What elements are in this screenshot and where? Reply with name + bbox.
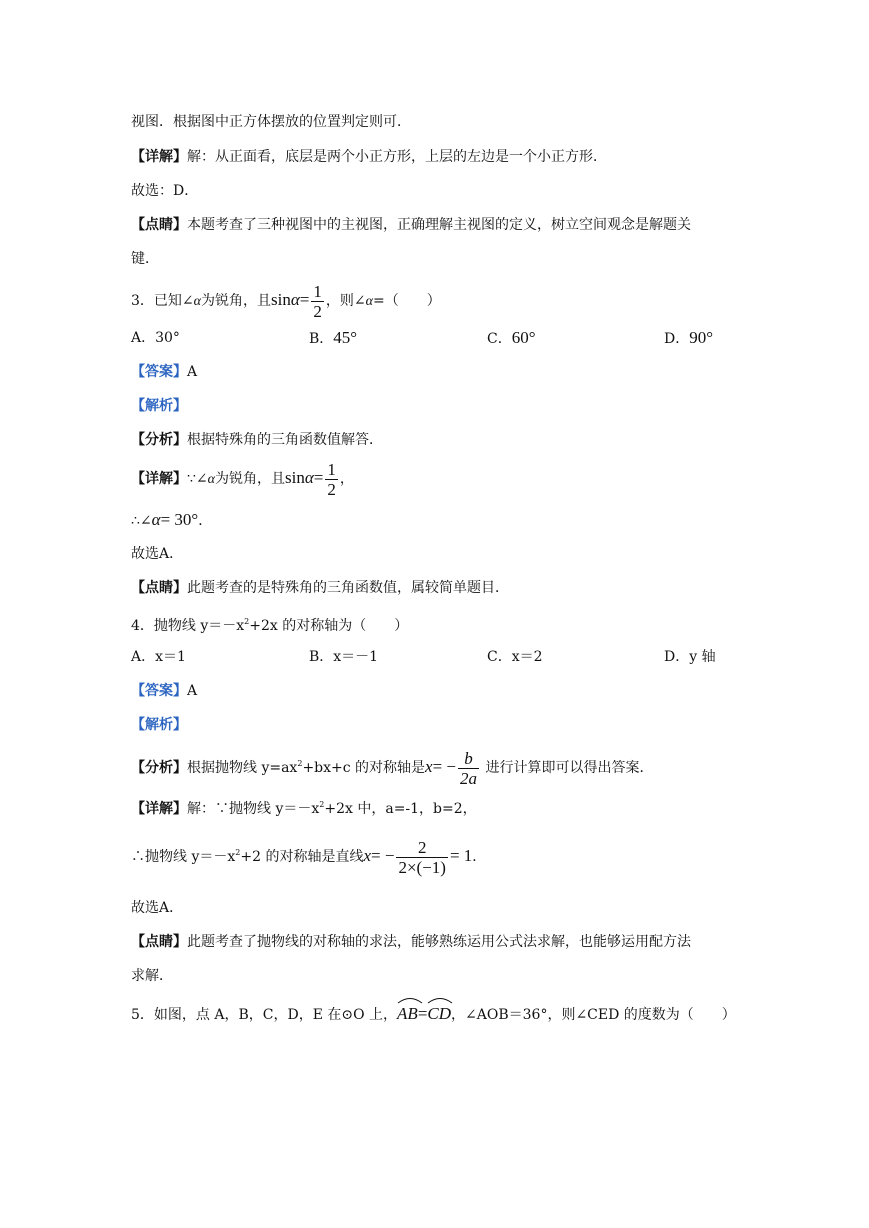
option-c: C．60° [487, 328, 536, 347]
comment-line-2: 键． [131, 251, 159, 267]
comment-line-2: 求解． [131, 968, 173, 984]
question-4-stem: 4．抛物线 $y=-x^2+2x$ 的对称轴为（ ） [131, 617, 409, 634]
answer-line: 【答案】A [131, 683, 198, 699]
choice-line: 故选：D． [131, 183, 199, 199]
detail-line: 【详解】解：∵抛物线 $y=-x^2+2x$ 中，a=-1，b=2， [131, 800, 477, 817]
question-3-options [131, 328, 731, 350]
arc-mark-icon [427, 996, 453, 1004]
arc-mark-icon [397, 996, 423, 1004]
detail-line: 【详解】∵∠α为锐角，且sinα= $\frac{1}{2}$ ， [131, 459, 354, 499]
option-d: D．90° [664, 328, 714, 347]
choice-line: 故选A． [131, 546, 184, 562]
arc-cd: CD [427, 1004, 451, 1024]
question-3-stem: 3．已知∠α为锐角，且sinα= $\frac{1}{2}$ ，则∠α=（ ） [131, 281, 441, 321]
conclusion-line: ∴∠α= 30°． [131, 510, 213, 529]
question-5-stem: 5．如图，点 A，B，C，D，E 在⊙O 上， AB= CD，∠AOB＝36°，则∠CED 的度数为（ ） [131, 1004, 736, 1025]
option-d: D．y 轴 [664, 649, 716, 665]
choice-line: 故选A． [131, 900, 184, 916]
option-b: B．x＝－1 [309, 649, 379, 665]
option-a: A．30° [131, 330, 180, 346]
arc-ab: AB [397, 1004, 418, 1024]
detail-line: 【详解】解：从正面看，底层是两个小正方形，上层的左边是一个小正方形． [131, 149, 607, 165]
question-4-options [131, 647, 731, 669]
comment-line: 【点睛】此题考查了抛物线的对称轴的求法，能够熟练运用公式法求解，也能够运用配方法 [131, 934, 691, 950]
analysis-tag: 【解析】 [131, 398, 187, 414]
answer-line: 【答案】A [131, 364, 198, 380]
analysis-line: 【分析】根据抛物线 $y=ax^2+bx+c$ 的对称轴是x= − $\frac{b}{2a}$ 进行计算即可以得出答案． [131, 748, 654, 788]
comment-line: 【点睛】此题考查的是特殊角的三角函数值，属较简单题目． [131, 580, 509, 596]
text-line: 视图．根据图中正方体摆放的位置判定则可． [131, 114, 411, 130]
option-b: B．45° [309, 328, 358, 347]
analysis-tag: 【解析】 [131, 717, 187, 733]
option-c: C．x＝2 [487, 649, 543, 665]
fraction-half: $\frac{1}{2}$ [313, 281, 322, 321]
analysis-line: 【分析】根据特殊角的三角函数值解答． [131, 432, 383, 448]
conclusion-line: ∴抛物线 $y=-x^2+2$ 的对称轴是直线x= − $\frac{2}{2\times(-1)}$ = 1． [131, 837, 487, 877]
option-a: A．x＝1 [131, 649, 186, 665]
comment-line: 【点睛】本题考查了三种视图中的主视图，正确理解主视图的定义，树立空间观念是解题关 [131, 217, 691, 233]
